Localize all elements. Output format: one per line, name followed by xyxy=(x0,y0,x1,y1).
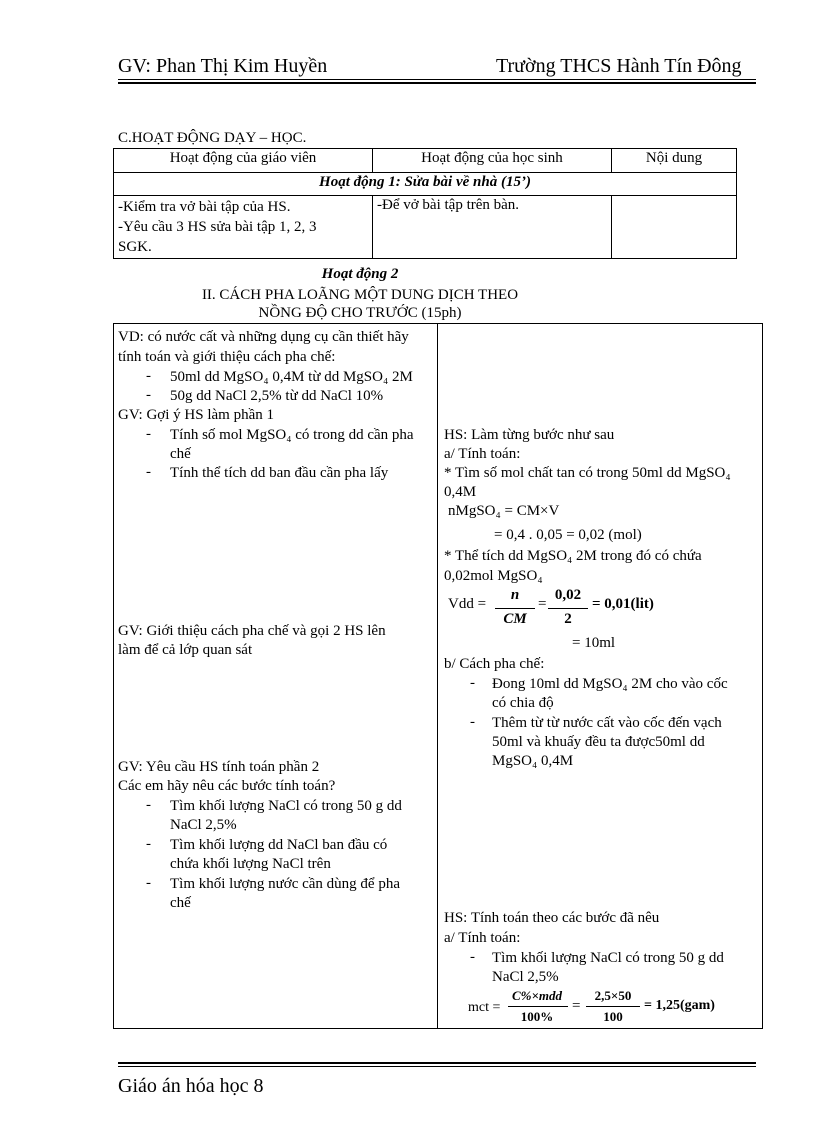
header-school: Trường THCS Hành Tín Đông xyxy=(496,55,742,77)
step-line: Tìm khối lượng dd NaCl ban đầu có xyxy=(170,837,388,853)
step-line: NaCl 2,5% xyxy=(170,817,237,833)
formula-v-den: 2 xyxy=(564,611,572,627)
formula-m-num: C%×mdd xyxy=(511,988,563,1003)
bullet-dash: - xyxy=(146,426,151,442)
footer-rule-thin xyxy=(118,1066,756,1067)
footer-text: Giáo án hóa học 8 xyxy=(118,1075,264,1097)
a1-student-cell xyxy=(373,196,612,259)
task-item: 50ml dd MgSO₄ 0,4M từ dd MgSO₄ 2M xyxy=(170,369,413,385)
equals-sign: = xyxy=(538,596,547,612)
col-teacher-header: Hoạt động của giáo viên xyxy=(114,149,373,173)
hs-step: NaCl 2,5% xyxy=(492,969,559,985)
formula-n-calc: = 0,4 . 0,05 = 0,02 (mol) xyxy=(494,527,642,543)
formula-n-lhs: nMgSO₄ = xyxy=(448,503,517,519)
step-line: Tính thể tích dd ban đầu cần pha lấy xyxy=(170,465,389,481)
hs-step: Tìm khối lượng NaCl có trong 50 g dd xyxy=(492,950,724,966)
activity-table xyxy=(113,148,737,259)
header-rule-thin xyxy=(118,79,756,80)
hs-line: 0,4M xyxy=(444,484,477,500)
step-line: chứa khối lượng NaCl trên xyxy=(170,856,331,872)
formula-v-n: n xyxy=(510,587,520,603)
hs-line: * Thể tích dd MgSO₄ 2M trong đó có chứa xyxy=(444,548,702,564)
formula-v-num: 0,02 xyxy=(554,587,582,603)
hs-line: * Tìm số mol chất tan có trong 50ml dd MgSO₄ xyxy=(444,465,731,481)
header-teacher: GV: Phan Thị Kim Huyền xyxy=(118,55,328,77)
formula-m-lhs: mct = xyxy=(468,1000,501,1015)
formula-m-num2: 2,5×50 xyxy=(594,988,632,1003)
activity1-row: Hoạt động 1: Sửa bài về nhà (15’) xyxy=(114,173,737,196)
hs-line: a/ Tính toán: xyxy=(444,930,521,946)
fraction-bar xyxy=(495,608,535,609)
hs-step: có chia độ xyxy=(492,695,554,711)
hs-line: 0,02mol MgSO₄ xyxy=(444,568,543,584)
a1-student-line: -Để vở bài tập trên bàn. xyxy=(377,197,520,213)
step-line: chế xyxy=(170,895,191,911)
bullet-dash: - xyxy=(146,875,151,891)
gv-hint: GV: Gợi ý HS làm phần 1 xyxy=(118,407,274,423)
section-title: C.HOẠT ĐỘNG DẠY – HỌC. xyxy=(118,130,307,146)
bullet-dash: - xyxy=(470,714,475,730)
vd-line: tính toán và giới thiệu cách pha chế: xyxy=(118,349,336,365)
step-line: Tìm khối lượng nước cần dùng để pha xyxy=(170,876,400,892)
column-divider xyxy=(437,323,438,1029)
hs-line: a/ Tính toán: xyxy=(444,446,521,462)
formula-m-res: = 1,25(gam) xyxy=(644,998,715,1013)
hs-line: HS: Tính toán theo các bước đã nêu xyxy=(444,910,660,926)
fraction-bar xyxy=(508,1006,568,1007)
bullet-dash: - xyxy=(470,949,475,965)
gv-intro: làm để cả lớp quan sát xyxy=(118,642,253,658)
formula-v-res: = 0,01(lit) xyxy=(592,596,654,612)
bullet-dash: - xyxy=(146,797,151,813)
a1-teacher-line: -Yêu cầu 3 HS sửa bài tập 1, 2, 3 xyxy=(118,219,317,235)
a1-teacher-line: -Kiểm tra vở bài tập của HS. xyxy=(118,199,291,215)
hs-step: 50ml và khuấy đều ta được50ml dd xyxy=(492,734,705,750)
formula-v-lhs: Vdd = xyxy=(448,596,487,612)
a1-content-cell xyxy=(612,196,737,259)
a1-teacher-line: SGK. xyxy=(118,239,152,255)
bullet-dash: - xyxy=(146,464,151,480)
formula-n xyxy=(448,503,559,520)
activity2-title-line2: NỒNG ĐỘ CHO TRƯỚC (15ph) xyxy=(258,305,462,321)
col-student-header: Hoạt động của học sinh xyxy=(373,149,612,173)
vd-line: VD: có nước cất và những dụng cụ cần thiết hãy xyxy=(118,329,409,345)
col-content-header: Nội dung xyxy=(612,149,737,173)
a1-teacher-cell xyxy=(114,196,373,259)
bullet-dash: - xyxy=(470,675,475,691)
hs-step: Đong 10ml dd MgSO₄ 2M cho vào cốc xyxy=(492,676,728,692)
formula-n-rhs: CM×V xyxy=(516,503,560,519)
hs-line: HS: Làm từng bước như sau xyxy=(444,427,615,443)
activity2-title-line1: II. CÁCH PHA LOÃNG MỘT DUNG DỊCH THEO xyxy=(201,287,519,303)
gv-intro: GV: Giới thiệu cách pha chế và gọi 2 HS lên xyxy=(118,623,386,639)
bullet-dash: - xyxy=(146,836,151,852)
formula-v-ml: = 10ml xyxy=(572,635,616,651)
step-line: Tính số mol MgSO₄ có trong dd cần pha xyxy=(170,427,414,443)
equals-sign: = xyxy=(572,998,581,1014)
step-line: chế xyxy=(170,446,191,462)
task-item: 50g dd NaCl 2,5% từ dd NaCl 10% xyxy=(170,388,384,404)
fraction-bar xyxy=(586,1006,640,1007)
hs-line: b/ Cách pha chế: xyxy=(444,656,545,672)
formula-v-cm: CM xyxy=(503,611,527,627)
fraction-bar xyxy=(548,608,588,609)
activity2-label: Hoạt động 2 xyxy=(321,266,399,282)
hs-step: Thêm từ từ nước cất vào cốc đến vạch xyxy=(492,715,722,731)
bullet-dash: - xyxy=(146,387,151,403)
formula-m-den: 100% xyxy=(520,1009,554,1024)
header-rule-thick xyxy=(118,82,756,84)
footer-rule-thick xyxy=(118,1062,756,1064)
hs-step: MgSO₄ 0,4M xyxy=(492,753,574,769)
bullet-dash: - xyxy=(146,368,151,384)
formula-m-den2: 100 xyxy=(603,1009,623,1024)
question: Các em hãy nêu các bước tính toán? xyxy=(118,778,336,794)
step-line: Tìm khối lượng NaCl có trong 50 g dd xyxy=(170,798,402,814)
gv-request: GV: Yêu cầu HS tính toán phần 2 xyxy=(118,759,320,775)
